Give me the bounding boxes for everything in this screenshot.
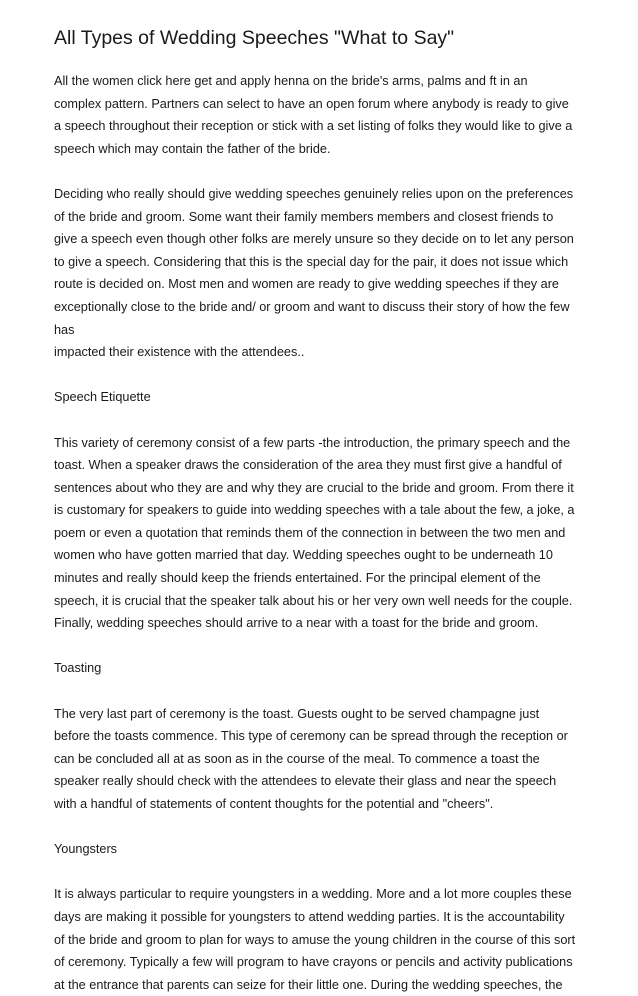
text-line: speech, it is crucial that the speaker talk about his or her very own well needs for the couple. (54, 593, 573, 608)
paragraph-gap (54, 160, 594, 183)
text-line: days are making it possible for youngsters to attend wedding parties. It is the accountability (54, 909, 565, 924)
text-line: exceptionally close to the bride and/ or groom and want to discuss their story of how the few (54, 299, 570, 314)
text-line: Toasting (54, 661, 102, 676)
document-body (54, 70, 594, 996)
text-line: route is decided on. Most men and women are ready to give wedding speeches if they are (54, 277, 559, 292)
text-line: of ceremony. Typically a few will program to have crayons or pencils and activity publications (54, 955, 573, 970)
text-line: at the entrance that parents can seize for their little one. During the wedding speeches, the (54, 977, 563, 992)
text-line: has (54, 322, 75, 337)
paragraph-gap (54, 409, 594, 432)
text-line: a speech throughout their reception or stick with a set listing of folks they would like to give a (54, 119, 573, 134)
text-line: poem or even a quotation that reminds them of the connection in between the two men and (54, 525, 566, 540)
document-page (54, 26, 594, 996)
paragraph-gap (54, 816, 594, 839)
text-line: complex pattern. Partners can select to have an open forum where anybody is ready to give (54, 96, 569, 111)
paragraph-gap (54, 364, 594, 387)
text-line: of the bride and groom to plan for ways to amuse the young children in the course of this sort (54, 932, 576, 947)
text-line: Deciding who really should give wedding speeches genuinely relies upon on the preferences (54, 186, 574, 201)
text-line: speaker really should check with the attendees to elevate their glass and near the speech (54, 774, 557, 789)
text-line: Speech Etiquette (54, 390, 151, 405)
text-line: Finally, wedding speeches should arrive to a near with a toast for the bride and groom. (54, 616, 539, 631)
text-line: impacted their existence with the attendees.. (54, 345, 305, 360)
document-title: All Types of Wedding Speeches "What to Say" (54, 27, 455, 49)
paragraph-gap (54, 680, 594, 703)
paragraph-gap (54, 861, 594, 884)
text-line: give a speech even though other folks are merely unsure so they decide on to let any person (54, 232, 574, 247)
text-line: Youngsters (54, 842, 118, 857)
text-line: This variety of ceremony consist of a few parts -the introduction, the primary speech and the (54, 435, 571, 450)
text-line: can be concluded all at as soon as in the course of the meal. To commence a toast the (54, 751, 540, 766)
text-line: sentences about who they are and why they are crucial to the bride and groom. From there it (54, 480, 574, 495)
text-line: before the toasts commence. This type of ceremony can be spread through the reception or (54, 729, 568, 744)
text-line: to give a speech. Considering that this is the special day for the pair, it does not issue which (54, 254, 569, 269)
text-line: minutes and really should keep the friends entertained. For the principal element of the (54, 571, 541, 586)
text-line: speech which may contain the father of the bride. (54, 141, 331, 156)
text-line: It is always particular to require youngsters in a wedding. More and a lot more couples these (54, 887, 572, 902)
text-line: of the bride and groom. Some want their family members members and closest friends to (54, 209, 554, 224)
paragraph-gap (54, 635, 594, 658)
text-line: is customary for speakers to guide into wedding speeches with a tale about the few, a joke, a (54, 503, 575, 518)
text-line: toast. When a speaker draws the consideration of the area they must first give a handful of (54, 458, 562, 473)
text-line: All the women click here get and apply henna on the bride's arms, palms and ft in an (54, 74, 528, 88)
text-line: The very last part of ceremony is the toast. Guests ought to be served champagne just (54, 706, 540, 721)
text-line: with a handful of statements of content thoughts for the potential and "cheers". (54, 797, 494, 811)
text-line: women who have gotten married that day. Wedding speeches ought to be underneath 10 (54, 548, 553, 563)
